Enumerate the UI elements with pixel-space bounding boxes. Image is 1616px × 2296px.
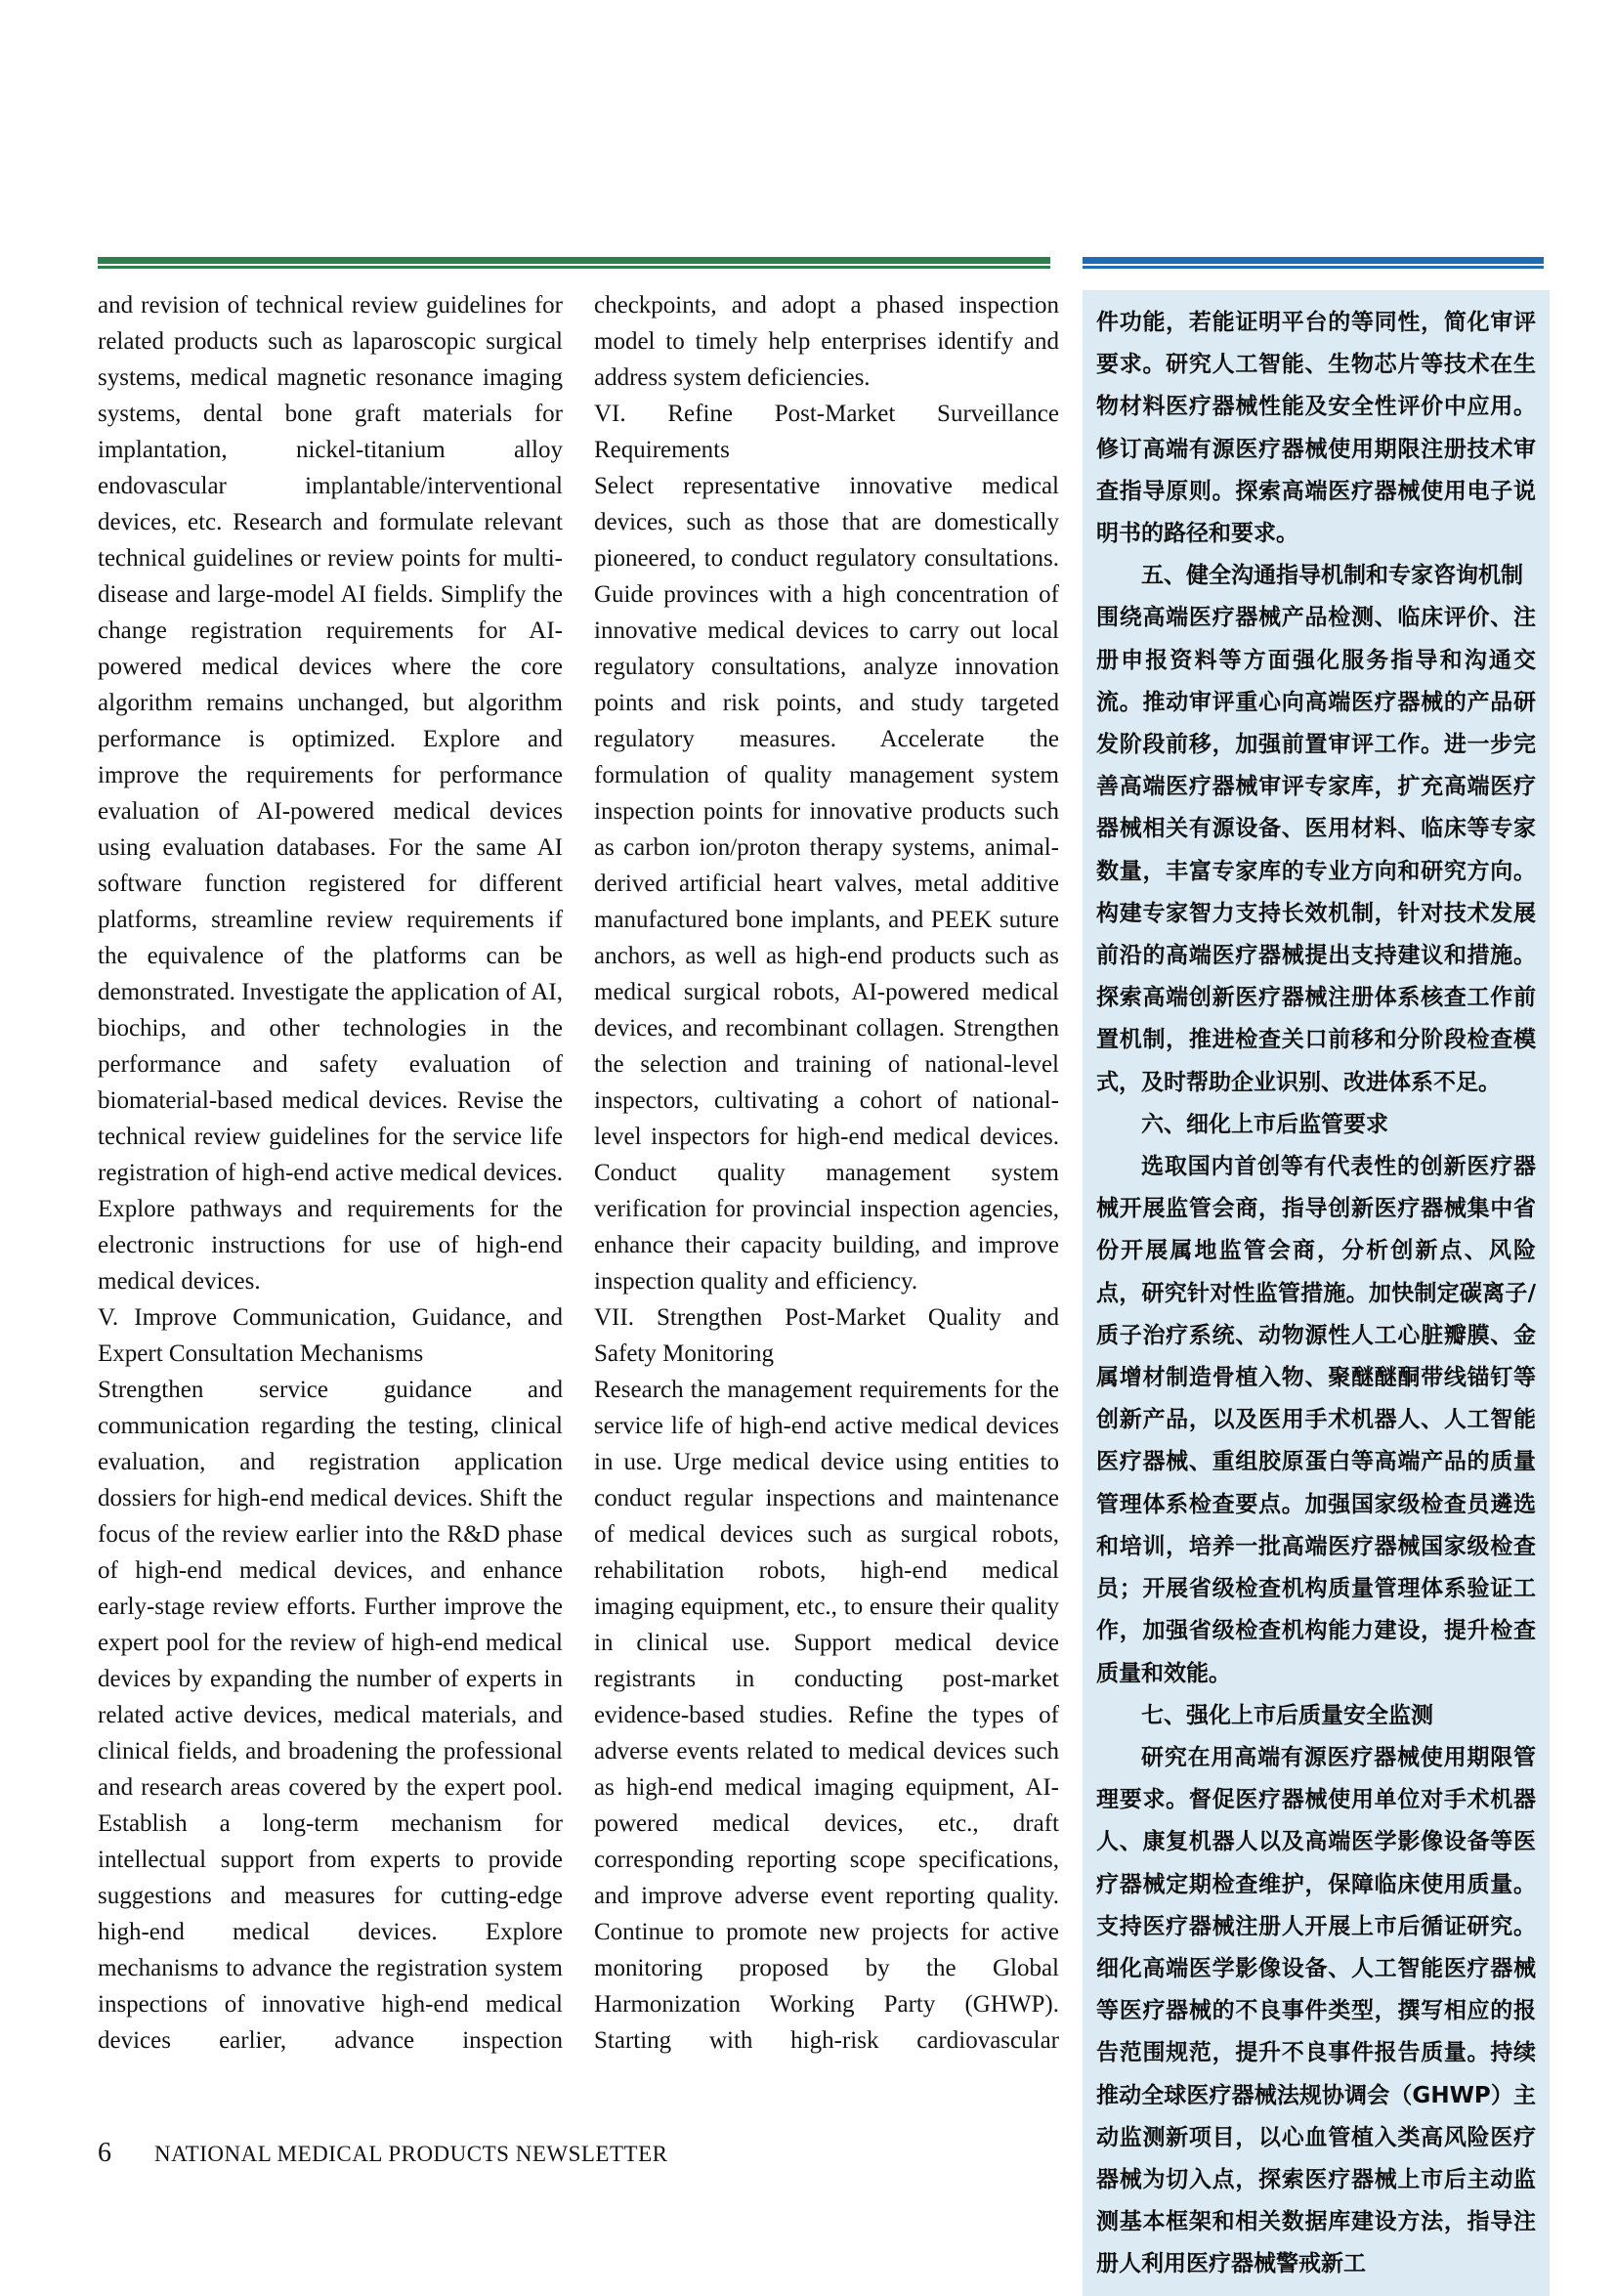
page-footer xyxy=(98,2138,667,2169)
green-rule-thick-stripe xyxy=(98,257,1050,264)
chinese-paragraph: 研究在用高端有源医疗器械使用期限管理要求。督促医疗器械使用单位对手术机器人、康复机器人以及高端医学影像设备等医疗器械定期检查维护，保障临床使用质量。支持医疗器械注册人开展上市后循证研究。细化高端医学影像设备、人工智能医疗器械等医疗器械的不良事件类型，撰写相应的报告范围规范，提升不良事件报告质量。持续推动全球医疗器械法规协调会（GHWP）主动监测新项目，以心血管植入类高风险医疗器械为切入点，探索医疗器械上市后主动监测基本框架和相关数据库建设方法，指导注册人利用医疗器械警戒新工 xyxy=(1096,1744,1536,2277)
journal-title: NATIONAL MEDICAL PRODUCTS NEWSLETTER xyxy=(154,2142,668,2166)
green-rule-thin-stripe xyxy=(98,266,1050,269)
chinese-paragraph: 选取国内首创等有代表性的创新医疗器械开展监管会商，指导创新医疗器械集中省份开展属地监管会商，分析创新点、风险点，研究针对性监管措施。加快制定碳离子/质子治疗系统、动物源性人工心脏瓣膜、金属增材制造骨植入物、聚醚醚酮带线锚钉等创新产品，以及医用手术机器人、人工智能医疗器械、重组胶原蛋白等高端产品的质量管理体系检查要点。加强国家级检查员遴选和培训，培养一批高端医疗器械国家级检查员；开展省级检查机构质量管理体系验证工作，加强省级检查机构能力建设，提升检查质量和效能。 xyxy=(1096,1154,1536,1686)
body-paragraph: checkpoints, and adopt a phased inspection model to timely help enterprises identify and address system deficiencies. xyxy=(594,292,1059,391)
chinese-paragraph: 围绕高端医疗器械产品检测、临床评价、注册申报资料等方面强化服务指导和沟通交流。推动审评重心向高端医疗器械的产品研发阶段前移，加强前置审评工作。进一步完善高端医疗器械审评专家库，扩充高端医疗器械相关有源设备、医用材料、临床等专家数量，丰富专家库的专业方向和研究方向。构建专家智力支持长效机制，针对技术发展前沿的高端医疗器械提出支持建议和措施。探索高端创新医疗器械注册体系核查工作前置机制，推进检查关口前移和分阶段检查模式，及时帮助企业识别、改进体系不足。 xyxy=(1096,605,1536,1095)
english-column-middle xyxy=(594,287,1059,2059)
chinese-heading-7: 七、强化上市后质量安全监测 xyxy=(1141,1702,1433,1728)
chinese-heading-6: 六、细化上市后监管要求 xyxy=(1141,1111,1388,1137)
section-heading-v: V. Improve Communication, Guidance, and Expert Consultation Mechanisms xyxy=(98,1304,563,1367)
section-heading-vi: VI. Refine Post-Market Surveillance Requirements xyxy=(594,401,1059,463)
body-paragraph: Research the management requirements for the service life of high-end active medical devices in use. Urge medical device using entities to conduct regular inspections and maintenance of medical devices such as surgical robots, rehabilitation robots, high-end medical imaging equipment, etc., to ensure their quality in clinical use. Support medical device registrants in conducting post-market evidence-based studies. Refine the types of adverse events related to medical devices such as high-end medical imaging equipment, AI-powered medical devices, etc., draft corresponding reporting scope specifications, and improve adverse event reporting quality. Continue to promote new projects for active monitoring proposed by the Global Harmonization Working Party (GHWP). Starting with high-risk cardiovascular xyxy=(594,1377,1059,2054)
body-paragraph: Select representative innovative medical devices, such as those that are domestically pioneered, to conduct regulatory consultations. Guide provinces with a high concentration of innovative medical devices to carry out local regulatory consultations, analyze innovation points and risk points, and study targeted regulatory measures. Accelerate the formulation of quality management system inspection points for innovative products such as carbon ion/proton therapy systems, animal-derived artificial heart valves, metal additive manufactured bone implants, and PEEK suture anchors, as well as high-end products such as medical surgical robots, AI-powered medical devices, and recombinant collagen. Strengthen the selection and training of national-level inspectors, cultivating a cohort of national-level inspectors for high-end medical devices. Conduct quality management system verification for provincial inspection agencies, enhance their capacity building, and improve inspection quality and efficiency. xyxy=(594,473,1059,1295)
body-paragraph: and revision of technical review guidelines for related products such as laparoscopic surgical systems, medical magnetic resonance imaging systems, dental bone graft materials for implantation, nickel-titanium alloy endovascular implantable/interventional devices, etc. Research and formulate relevant technical guidelines or review points for multi-disease and large-model AI fields. Simplify the change registration requirements for AI-powered medical devices where the core algorithm remains unchanged, but algorithm performance is optimized. Explore and improve the requirements for performance evaluation of AI-powered medical devices using evaluation databases. For the same AI software function registered for different platforms, streamline review requirements if the equivalence of the platforms can be demonstrated. Investigate the application of AI, biochips, and other technologies in the performance and safety evaluation of biomaterial-based medical devices. Revise the technical review guidelines for the service life registration of high-end active medical devices. Explore pathways and requirements for the electronic instructions for use of high-end medical devices. xyxy=(98,292,563,1295)
english-column-left xyxy=(98,287,563,2059)
section-heading-vii: VII. Strengthen Post-Market Quality and Safety Monitoring xyxy=(594,1304,1059,1367)
body-paragraph: Strengthen service guidance and communication regarding the testing, clinical evaluation, and registration application dossiers for high-end medical devices. Shift the focus of the review earlier into the R&D phase of high-end medical devices, and enhance early-stage review efforts. Further improve the expert pool for the review of high-end medical devices by expanding the number of experts in related active devices, medical materials, and clinical fields, and broadening the professional and research areas covered by the expert pool. Establish a long-term mechanism for intellectual support from experts to provide suggestions and measures for cutting-edge high-end medical devices. Explore mechanisms to advance the registration system inspections of innovative high-end medical devices earlier, advance inspection xyxy=(98,1377,563,2054)
blue-rule-thin-stripe xyxy=(1083,266,1544,269)
blue-rule-thick-stripe xyxy=(1083,257,1544,264)
chinese-panel-body xyxy=(1083,290,1550,2296)
blue-section-rule xyxy=(1083,257,1544,269)
chinese-text-panel xyxy=(1083,290,1550,2277)
green-section-rule xyxy=(98,257,1050,269)
chinese-paragraph: 件功能，若能证明平台的等同性，简化审评要求。研究人工智能、生物芯片等技术在生物材料医疗器械性能及安全性评价中应用。修订高端有源医疗器械使用期限注册技术审查指导原则。探索高端医疗器械使用电子说明书的路径和要求。 xyxy=(1096,310,1536,547)
chinese-heading-5: 五、健全沟通指导机制和专家咨询机制 xyxy=(1141,563,1523,589)
page-number: 6 xyxy=(98,2138,111,2168)
